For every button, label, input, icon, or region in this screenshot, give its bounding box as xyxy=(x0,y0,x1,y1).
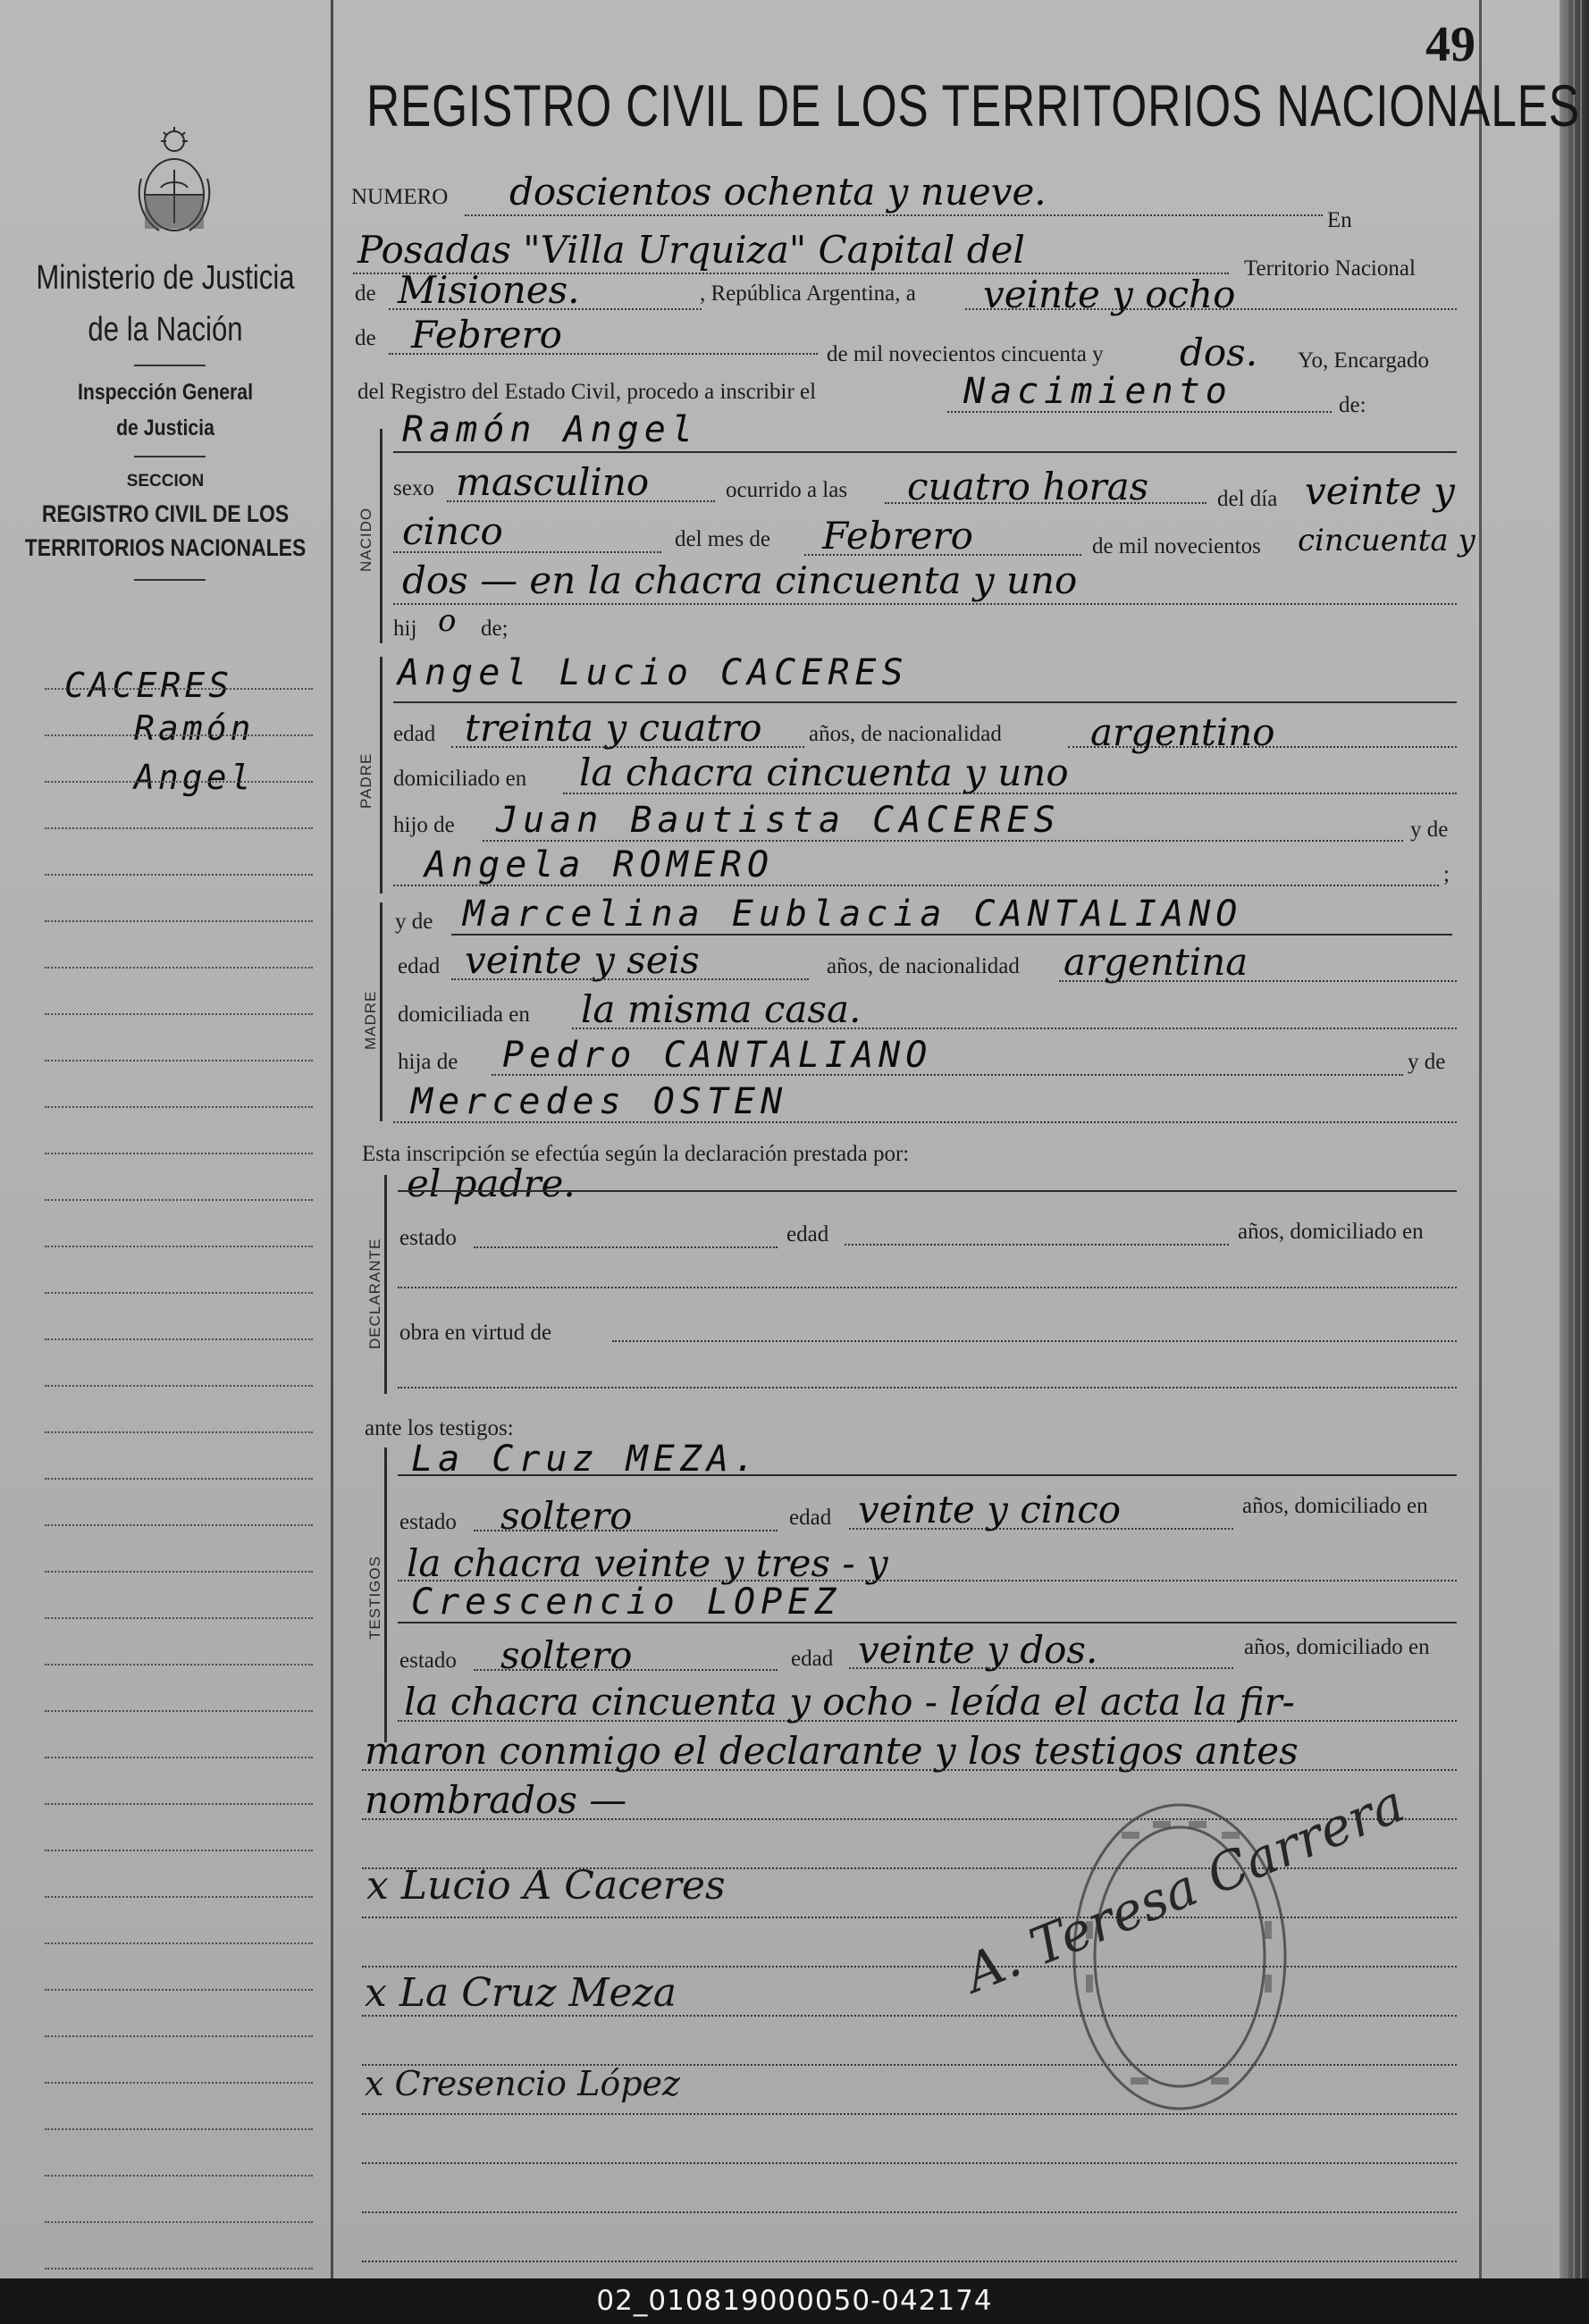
padre-nacionalidad-value: argentino xyxy=(1090,710,1275,754)
madre-name: Marcelina Eublacia CANTALIANO xyxy=(463,894,1243,935)
signature-testigo-1: x La Cruz Meza xyxy=(365,1970,677,2016)
territorio-label: Territorio Nacional xyxy=(1244,256,1416,281)
closing-line-2: nombrados — xyxy=(365,1778,627,1822)
page-edge-line xyxy=(1580,0,1582,2278)
fill-line xyxy=(451,978,809,980)
document-id-footer: 02_010819000050-042174 xyxy=(0,2278,1589,2324)
mes-label: del mes de xyxy=(675,527,770,551)
section-bracket xyxy=(380,902,395,1121)
fill-line xyxy=(393,701,1457,703)
margin-ruled-line xyxy=(45,1942,313,1944)
semicolon: ; xyxy=(1443,862,1450,886)
madre-domicilio-value: la misma casa. xyxy=(581,987,862,1031)
signature-ruled-line xyxy=(362,1966,1457,1967)
margin-note-name2: Angel xyxy=(134,758,255,797)
padre-anos-label: años, de nacionalidad xyxy=(809,722,1002,746)
testigo2-name: Crescencio LOPEZ xyxy=(411,1581,842,1623)
territorio-value: Misiones. xyxy=(398,268,580,312)
fill-line xyxy=(362,1769,1457,1771)
fill-line xyxy=(393,451,1457,453)
place-value: Posadas "Villa Urquiza" Capital del xyxy=(357,228,1025,272)
signature-ruled-line xyxy=(362,2162,1457,2164)
fill-line xyxy=(393,1121,1457,1123)
padre-padre-value: Juan Bautista CACERES xyxy=(496,800,1061,841)
padre-hijo-label: hijo de xyxy=(393,813,455,837)
anio-label: de mil novecientos xyxy=(1092,534,1261,558)
margin-ruled-line xyxy=(45,1664,313,1665)
margin-rule xyxy=(331,0,333,2278)
hij-label: hij xyxy=(393,617,417,641)
fill-line xyxy=(389,353,818,355)
fill-line xyxy=(389,308,702,310)
madre-domicilio-label: domiciliada en xyxy=(398,1003,530,1027)
margin-ruled-line xyxy=(45,2035,313,2037)
margin-ruled-line xyxy=(45,1338,313,1340)
testigo2-edad-value: veinte y dos. xyxy=(858,1628,1098,1672)
sexo-value: masculino xyxy=(456,460,650,504)
padre-edad-label: edad xyxy=(393,722,436,746)
section-label-declarante: DECLARANTE xyxy=(366,1238,383,1349)
closing-line-1: maron conmigo el declarante y los testigos antes xyxy=(365,1729,1299,1773)
margin-ruled-line xyxy=(45,1478,313,1480)
section-label-nacido: NACIDO xyxy=(357,507,374,572)
anio-value-2: dos — en la chacra cincuenta y uno xyxy=(402,558,1078,602)
testigo1-estado-label: estado xyxy=(399,1510,457,1534)
republica-label: , República Argentina, a xyxy=(700,281,916,306)
month-value: Febrero xyxy=(411,313,562,357)
fill-line xyxy=(563,793,1457,794)
madre-padre-value: Pedro CANTALIANO xyxy=(502,1035,933,1076)
fill-line xyxy=(398,1287,1457,1288)
padre-madre-value: Angela ROMERO xyxy=(425,844,775,885)
madre-anos-label: años, de nacionalidad xyxy=(827,954,1020,978)
margin-ruled-line xyxy=(45,2082,313,2084)
fill-line xyxy=(947,411,1332,413)
madre-edad-label: edad xyxy=(398,954,441,978)
padre-domicilio-label: domiciliado en xyxy=(393,767,527,791)
testigo2-anos-label: años, domiciliado en xyxy=(1244,1635,1430,1659)
margin-ruled-line xyxy=(45,2221,313,2223)
fill-line xyxy=(612,1340,1457,1342)
section-label-madre: MADRE xyxy=(362,990,379,1050)
margin-ruled-line xyxy=(45,734,313,736)
section-label: SECCION xyxy=(126,472,205,491)
right-margin-rule xyxy=(1479,0,1482,2278)
fill-line xyxy=(804,554,1081,556)
margin-ruled-line xyxy=(45,1896,313,1898)
margin-ruled-line xyxy=(45,2268,313,2269)
margin-ruled-line xyxy=(45,688,313,690)
fill-line xyxy=(393,551,661,553)
padre-edad-value: treinta y cuatro xyxy=(465,706,762,750)
mes-value: Febrero xyxy=(822,514,973,558)
declarante-anos-label: años, domiciliado en xyxy=(1238,1220,1424,1244)
madre-hija-label: hija de xyxy=(398,1050,458,1074)
testigo1-name: La Cruz MEZA. xyxy=(411,1439,761,1480)
encargado-label: Yo, Encargado xyxy=(1298,348,1429,373)
margin-ruled-line xyxy=(45,2175,313,2177)
section-line-2: TERRITORIOS NACIONALES xyxy=(24,534,307,561)
fill-line xyxy=(885,502,1206,504)
coat-of-arms-emblem xyxy=(134,125,214,237)
section-line-1: REGISTRO CIVIL DE LOS xyxy=(41,500,290,527)
margin-ruled-line xyxy=(45,1850,313,1851)
fill-line xyxy=(398,1190,1457,1192)
page-edge-line xyxy=(1573,0,1575,2278)
testigos-intro: ante los testigos: xyxy=(365,1416,514,1440)
testigo1-edad-label: edad xyxy=(789,1506,832,1530)
margin-ruled-line xyxy=(45,781,313,783)
margin-ruled-line xyxy=(45,1710,313,1712)
de-label-2: de xyxy=(355,326,376,350)
testigo2-edad-label: edad xyxy=(791,1647,834,1671)
testigo2-domicilio-value: la chacra cincuenta y ocho - leída el acta la fir- xyxy=(404,1680,1295,1724)
fill-line xyxy=(398,1387,1457,1389)
fill-line xyxy=(451,746,804,748)
padre-domicilio-value: la chacra cincuenta y uno xyxy=(579,751,1069,794)
margin-ruled-line xyxy=(45,967,313,969)
fill-line xyxy=(849,1667,1233,1669)
fill-line xyxy=(474,1669,778,1671)
divider xyxy=(134,456,206,457)
testigo2-estado-label: estado xyxy=(399,1649,457,1673)
fill-line xyxy=(492,1074,1403,1076)
margin-ruled-line xyxy=(45,1803,313,1805)
nacido-name: Ramón Angel xyxy=(402,409,698,450)
de-label-3: de: xyxy=(1339,393,1366,417)
section-bracket xyxy=(380,429,395,643)
dia-label: del día xyxy=(1217,487,1278,511)
en-label: En xyxy=(1327,208,1352,232)
section-bracket xyxy=(384,1175,399,1394)
ministry-line-1: Ministerio de Justicia xyxy=(36,259,295,297)
testigo2-estado-value: soltero xyxy=(500,1633,633,1677)
fill-line xyxy=(398,1720,1457,1722)
sexo-label: sexo xyxy=(393,476,434,500)
year-value: dos. xyxy=(1180,331,1258,374)
madre-madre-value: Mercedes OSTEN xyxy=(411,1081,788,1122)
declarante-intro: Esta inscripción se efectúa según la declaración prestada por: xyxy=(362,1142,910,1166)
margin-ruled-line xyxy=(45,1153,313,1154)
testigo1-edad-value: veinte y cinco xyxy=(858,1488,1122,1531)
testigo1-anos-label: años, domiciliado en xyxy=(1242,1494,1428,1518)
margin-ruled-line xyxy=(45,1292,313,1294)
fill-line xyxy=(398,1474,1457,1476)
margin-ruled-line xyxy=(45,1060,313,1061)
registro-label: del Registro del Estado Civil, procedo a inscribir el xyxy=(357,380,817,404)
margin-ruled-line xyxy=(45,827,313,829)
margin-ruled-line xyxy=(45,1385,313,1387)
fill-line xyxy=(393,885,1439,886)
fill-line xyxy=(1059,980,1457,982)
de-label: de xyxy=(355,281,376,306)
inspection-line-1: Inspección General xyxy=(77,380,254,405)
margin-ruled-line xyxy=(45,874,313,876)
divider xyxy=(134,365,206,366)
inspection-line-2: de Justicia xyxy=(116,415,214,440)
testigo1-domicilio-value: la chacra veinte y tres - y xyxy=(407,1541,888,1585)
fill-line xyxy=(474,1246,778,1248)
declarante-estado-label: estado xyxy=(399,1226,457,1250)
madre-yde-label: y de xyxy=(395,910,433,934)
margin-ruled-line xyxy=(45,920,313,922)
margin-ruled-line xyxy=(45,1246,313,1247)
page-number: 49 xyxy=(1425,17,1476,72)
margin-ruled-line xyxy=(45,1524,313,1526)
signature-declarante: x Lucio A Caceres xyxy=(366,1863,726,1909)
signature-ruled-line xyxy=(362,2261,1457,2262)
section-bracket xyxy=(384,1447,399,1742)
year-label: de mil novecientos cincuenta y xyxy=(827,342,1104,366)
margin-note-surname: CACERES xyxy=(64,666,233,705)
hora-value: cuatro horas xyxy=(907,465,1149,508)
de-semicolon-label: de; xyxy=(481,617,509,641)
margin-ruled-line xyxy=(45,1617,313,1619)
fill-line xyxy=(572,1028,1457,1029)
fill-line xyxy=(393,603,1457,605)
fill-line xyxy=(483,840,1403,842)
dia-value-2: cinco xyxy=(402,509,503,553)
dia-value: veinte y xyxy=(1305,469,1455,513)
margin-ruled-line xyxy=(45,1989,313,1991)
margin-ruled-line xyxy=(45,1757,313,1758)
fill-line xyxy=(965,308,1457,310)
fill-line xyxy=(474,1530,778,1531)
fill-line xyxy=(398,1622,1457,1623)
signature-testigo-2: x Cresencio López xyxy=(365,2064,681,2103)
testigo1-estado-value: soltero xyxy=(500,1494,633,1538)
margin-ruled-line xyxy=(45,1106,313,1108)
margin-ruled-line xyxy=(45,1571,313,1573)
fill-line xyxy=(447,500,715,502)
signature-ruled-line xyxy=(362,2113,1457,2115)
margin-note-name1: Ramón xyxy=(134,709,255,748)
margin-ruled-line xyxy=(45,1013,313,1015)
day-value: veinte y ocho xyxy=(983,273,1236,316)
ministry-line-2: de la Nación xyxy=(88,311,243,348)
divider xyxy=(134,579,206,581)
fill-line xyxy=(465,214,1323,216)
declarante-edad-label: edad xyxy=(786,1222,829,1246)
madre-edad-value: veinte y seis xyxy=(465,938,700,982)
declarante-obra-label: obra en virtud de xyxy=(399,1321,552,1345)
signature-ruled-line xyxy=(362,2211,1457,2213)
page-title: REGISTRO CIVIL DE LOS TERRITORIOS NACIONALES xyxy=(366,72,1580,138)
page-edge-line xyxy=(1566,0,1568,2278)
fill-line xyxy=(1068,746,1457,748)
margin-ruled-line xyxy=(45,1199,313,1201)
hij-value: o xyxy=(438,603,457,639)
signature-encargado: A. Teresa Carrera xyxy=(956,1773,1413,2005)
section-label-testigos: TESTIGOS xyxy=(366,1556,383,1640)
margin-ruled-line xyxy=(45,1431,313,1433)
anio-value: cincuenta y xyxy=(1298,523,1476,558)
signature-ruled-line xyxy=(362,1917,1457,1918)
numero-label: NUMERO xyxy=(351,185,449,209)
margin-ruled-line xyxy=(45,2128,313,2130)
padre-name: Angel Lucio CACERES xyxy=(398,652,909,693)
numero-value: doscientos ochenta y nueve. xyxy=(509,170,1047,214)
ocurrido-label: ocurrido a las xyxy=(726,478,848,502)
fill-line xyxy=(451,934,1452,935)
fill-line xyxy=(849,1528,1233,1530)
section-label-padre: PADRE xyxy=(357,752,374,809)
madre-nacionalidad-value: argentina xyxy=(1064,940,1248,984)
padre-yde-label: y de xyxy=(1410,818,1449,842)
fill-line xyxy=(845,1244,1229,1246)
declarante-value: el padre. xyxy=(407,1162,576,1205)
madre-yde-label-2: y de xyxy=(1408,1050,1446,1074)
acto-value: Nacimiento xyxy=(963,371,1232,412)
